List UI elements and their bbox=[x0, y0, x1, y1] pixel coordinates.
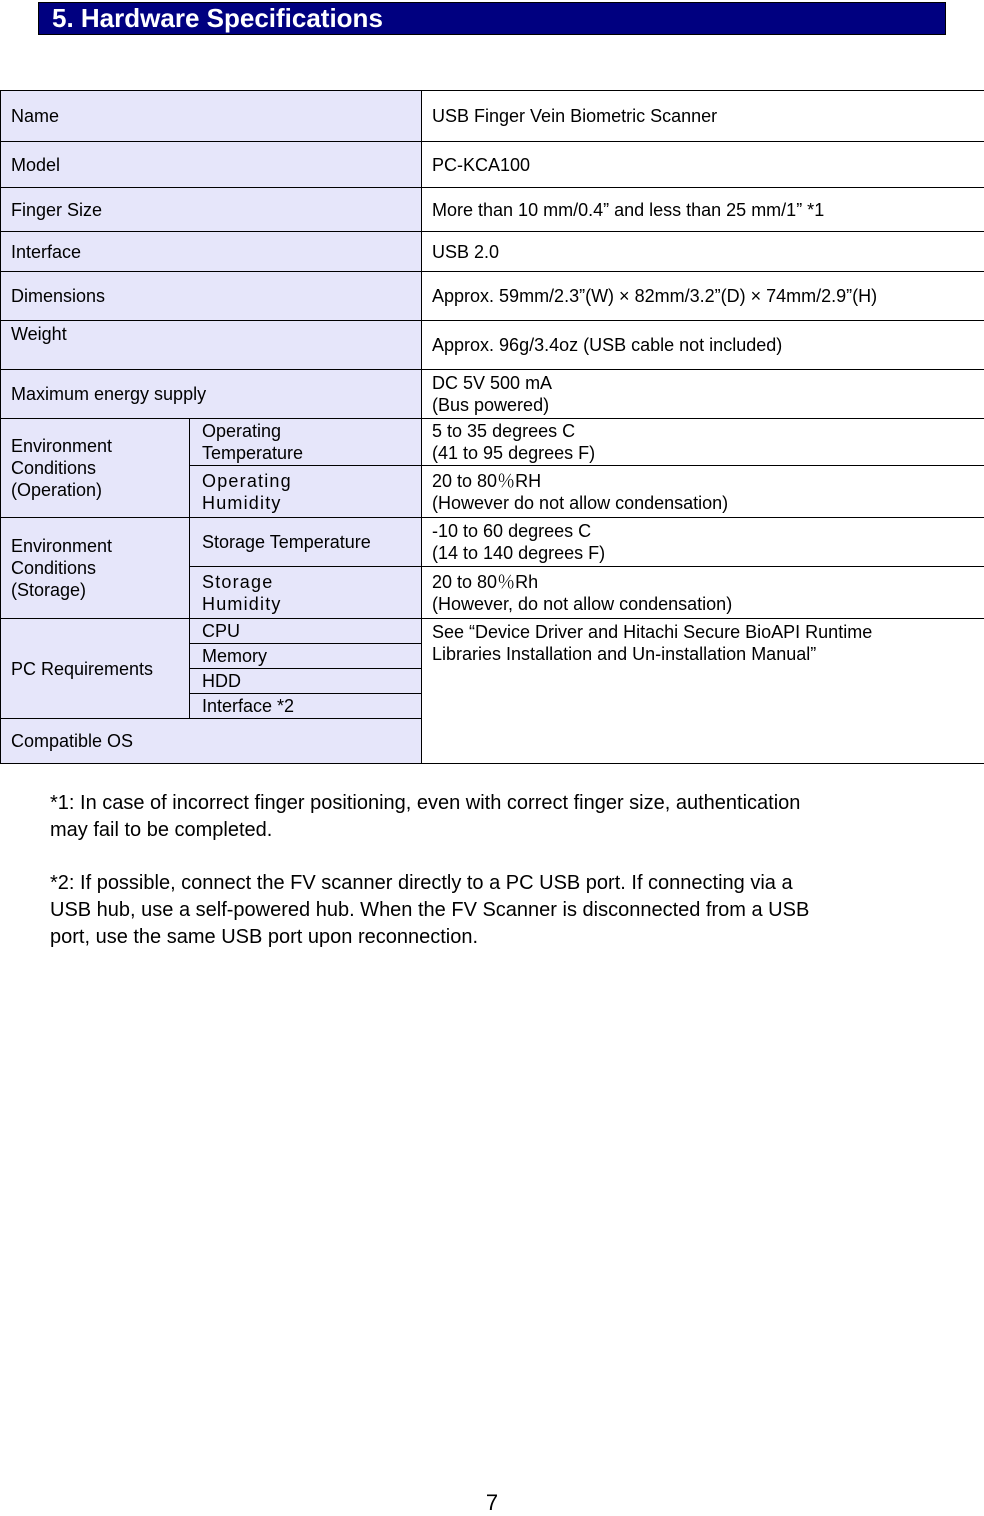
spec-row-model bbox=[1, 142, 984, 188]
spec-value: USB Finger Vein Biometric Scanner bbox=[422, 91, 984, 142]
spec-sublabel: Memory bbox=[190, 644, 422, 669]
spec-label: Interface bbox=[1, 232, 422, 272]
spec-sublabel: Storage Humidity bbox=[190, 567, 422, 619]
footnote-1: *1: In case of incorrect finger positioning, even with correct finger size, authentication may fail to be completed. bbox=[50, 790, 930, 844]
spec-label: Finger Size bbox=[1, 188, 422, 232]
spec-sublabel: CPU bbox=[190, 619, 422, 644]
spec-row-energy bbox=[1, 370, 984, 419]
spec-label: Name bbox=[1, 91, 422, 142]
spec-sublabel: Operating Humidity bbox=[190, 466, 422, 518]
spec-value: 20 to 80％RH (However do not allow condensation) bbox=[422, 466, 984, 518]
spec-label: Weight bbox=[1, 321, 422, 370]
spec-value: 20 to 80％Rh (However, do not allow condensation) bbox=[422, 567, 984, 619]
spec-value: Approx. 96g/3.4oz (USB cable not included) bbox=[422, 321, 984, 370]
spec-label: Dimensions bbox=[1, 272, 422, 321]
spec-value: PC-KCA100 bbox=[422, 142, 984, 188]
spec-value: Approx. 59mm/2.3”(W) × 82mm/3.2”(D) × 74mm/2.9”(H) bbox=[422, 272, 984, 321]
spec-value: -10 to 60 degrees C (14 to 140 degrees F) bbox=[422, 518, 984, 567]
spec-row-cpu bbox=[1, 619, 984, 644]
env-storage-label: Environment Conditions (Storage) bbox=[1, 518, 190, 619]
env-operation-label: Environment Conditions (Operation) bbox=[1, 419, 190, 518]
spec-value: 5 to 35 degrees C (41 to 95 degrees F) bbox=[422, 419, 984, 466]
section-title: 5. Hardware Specifications bbox=[38, 2, 946, 35]
spec-row-weight bbox=[1, 321, 984, 370]
value-line: (Bus powered) bbox=[432, 394, 974, 416]
spec-row-dimensions bbox=[1, 272, 984, 321]
hardware-spec-table bbox=[0, 90, 984, 764]
page-number: 7 bbox=[0, 1490, 984, 1516]
footnotes bbox=[50, 790, 930, 977]
spec-value: USB 2.0 bbox=[422, 232, 984, 272]
spec-row-name bbox=[1, 91, 984, 142]
spec-row-finger-size bbox=[1, 188, 984, 232]
spec-row-storage-temperature bbox=[1, 518, 984, 567]
spec-label: Maximum energy supply bbox=[1, 370, 422, 419]
value-line: DC 5V 500 mA bbox=[432, 372, 974, 394]
spec-value bbox=[422, 370, 984, 419]
footnote-2: *2: If possible, connect the FV scanner directly to a PC USB port. If connecting via a USB hub, use a self-powered hub. When the FV Scanner is disconnected from a USB port, use the same USB port upon reconnection. bbox=[50, 870, 930, 951]
spec-sublabel: Storage Temperature bbox=[190, 518, 422, 567]
spec-row-operating-temperature bbox=[1, 419, 984, 466]
spec-row-interface bbox=[1, 232, 984, 272]
spec-sublabel: HDD bbox=[190, 669, 422, 694]
spec-value: More than 10 mm/0.4” and less than 25 mm/1” *1 bbox=[422, 188, 984, 232]
pc-requirements-label: PC Requirements bbox=[1, 619, 190, 719]
pc-requirements-value: See “Device Driver and Hitachi Secure BioAPI Runtime Libraries Installation and Un-installation Manual” bbox=[422, 619, 984, 764]
spec-sublabel: Operating Temperature bbox=[190, 419, 422, 466]
spec-label: Compatible OS bbox=[1, 719, 422, 764]
spec-label: Model bbox=[1, 142, 422, 188]
spec-sublabel: Interface *2 bbox=[190, 694, 422, 719]
